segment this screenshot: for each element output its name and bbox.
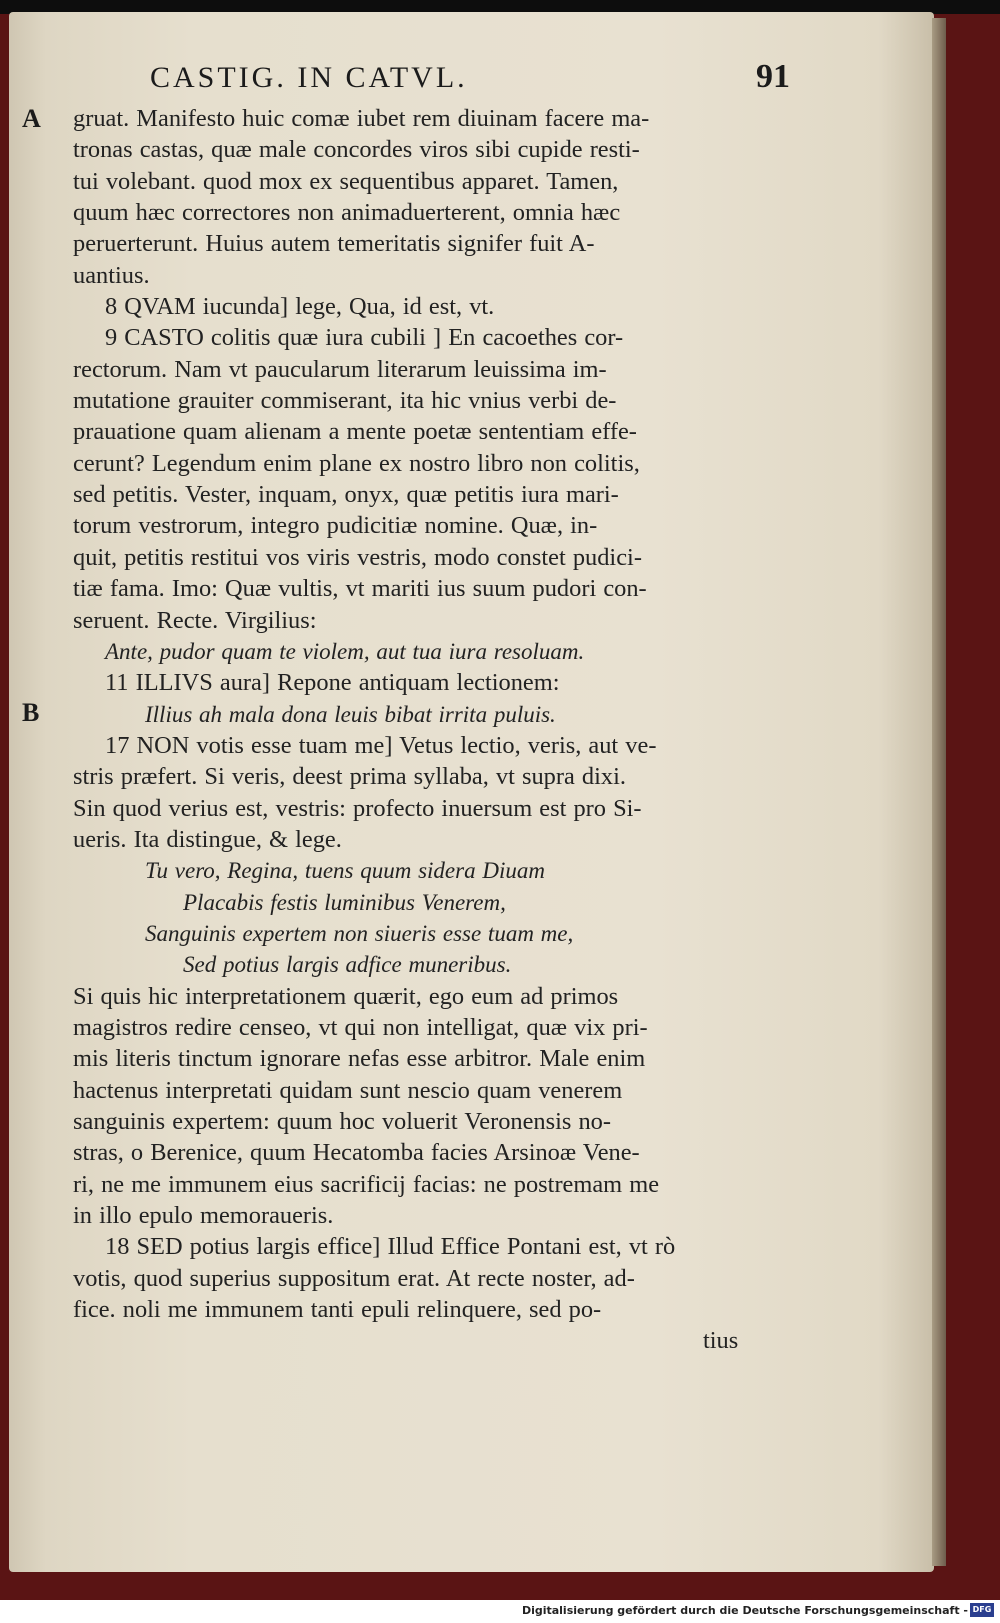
page-fore-edge (932, 18, 946, 1566)
text-line: torum vestrorum, integro pudicitiæ nomine. Quæ, in- (73, 512, 598, 540)
text-line: quit, petitis restitui vos viris vestris, modo constet pudici- (73, 543, 642, 571)
text-line: ri, ne me immunem eius sacrificij facias: ne postremam me (73, 1170, 660, 1198)
footer-bar (0, 1600, 1000, 1623)
catchword: tius (703, 1327, 739, 1355)
text-line: cerunt? Legendum enim plane ex nostro libro non colitis, (73, 449, 640, 477)
text-line: mutatione grauiter commiserant, ita hic vnius verbi de- (73, 387, 617, 415)
lemma-line: 11 ILLIVS aura] Repone antiquam lectionem: (105, 669, 560, 697)
margin-letter-b: B (22, 698, 40, 727)
verse-quote: Sed potius largis adfice muneribus. (183, 952, 512, 978)
text-line: fice. noli me immunem tanti epuli relinquere, sed po- (73, 1296, 602, 1324)
text-line: stras, o Berenice, quum Hecatomba facies Arsinoæ Vene- (73, 1139, 640, 1167)
page-header (150, 58, 790, 100)
verse-quote: Tu vero, Regina, tuens quum sidera Diuam (145, 858, 545, 884)
text-line: gruat. Manifesto huic comæ iubet rem diuinam facere ma- (73, 105, 650, 132)
text-line: seruent. Recte. Virgilius: (73, 606, 317, 634)
lemma-line: 17 NON votis esse tuam me] Vetus lectio, veris, aut ve- (105, 731, 657, 759)
text-line: magistros redire censeo, vt qui non intelligat, quæ vix pri- (73, 1013, 648, 1041)
text-line: sed petitis. Vester, inquam, onyx, quæ petitis iura mari- (73, 481, 619, 509)
dfg-logo: DFG (970, 1603, 994, 1617)
text-line: prauatione quam alienam a mente poetæ sententiam effe- (73, 418, 637, 446)
text-line: rectorum. Nam vt paucularum literarum leuissima im- (73, 355, 607, 383)
verse-quote: Illius ah mala dona leuis bibat irrita puluis. (145, 701, 556, 727)
verse-quote: Sanguinis expertem non siueris esse tuam me, (145, 920, 574, 946)
text-line: mis literis tinctum ignorare nefas esse arbitror. Male enim (73, 1045, 646, 1073)
lemma-line: 9 CASTO colitis quæ iura cubili ] En cacoethes cor- (105, 324, 624, 352)
text-line: votis, quod superius suppositum erat. At recte noster, ad- (73, 1264, 635, 1292)
running-head: CASTIG. IN CATVL. (150, 61, 468, 94)
text-line: Si quis hic interpretationem quærit, ego eum ad primos (73, 982, 619, 1010)
text-line: ueris. Ita distingue, & lege. (73, 825, 342, 853)
text-line: sanguinis expertem: quum hoc voluerit Veronensis no- (73, 1108, 611, 1135)
text-line: quum hæc correctores non animaduerterent, omnia hæc (73, 199, 621, 227)
page-body (73, 103, 773, 1357)
page-number: 91 (756, 58, 790, 95)
text-line: tiæ fama. Imo: Quæ vultis, vt mariti ius suum pudori con- (73, 575, 647, 603)
funding-credit: Digitalisierung gefördert durch die Deutsche Forschungsgemeinschaft - (521, 1604, 968, 1617)
lemma-line: 18 SED potius largis effice] Illud Effice Pontani est, vt rò (105, 1233, 676, 1261)
text-line: peruerterunt. Huius autem temeritatis signifer fuit A- (73, 230, 595, 258)
text-line: hactenus interpretati quidam sunt nescio quam venerem (73, 1076, 623, 1104)
text-line: Sin quod verius est, vestris: profecto inuersum est pro Si- (73, 794, 642, 822)
text-line: tronas castas, quæ male concordes viros sibi cupide resti- (73, 136, 640, 164)
lemma-line: 8 QVAM iucunda] lege, Qua, id est, vt. (105, 293, 495, 321)
margin-letter-a: A (22, 104, 41, 133)
text-line: in illo epulo memoraueris. (73, 1202, 334, 1230)
verse-quote: Placabis festis luminibus Venerem, (183, 889, 506, 915)
verse-quote: Ante, pudor quam te violem, aut tua iura resoluam. (105, 638, 585, 664)
text-line: tui volebant. quod mox ex sequentibus apparet. Tamen, (73, 167, 619, 195)
text-line: uantius. (73, 261, 150, 289)
text-line: stris præfert. Si veris, deest prima syllaba, vt supra dixi. (73, 763, 626, 791)
